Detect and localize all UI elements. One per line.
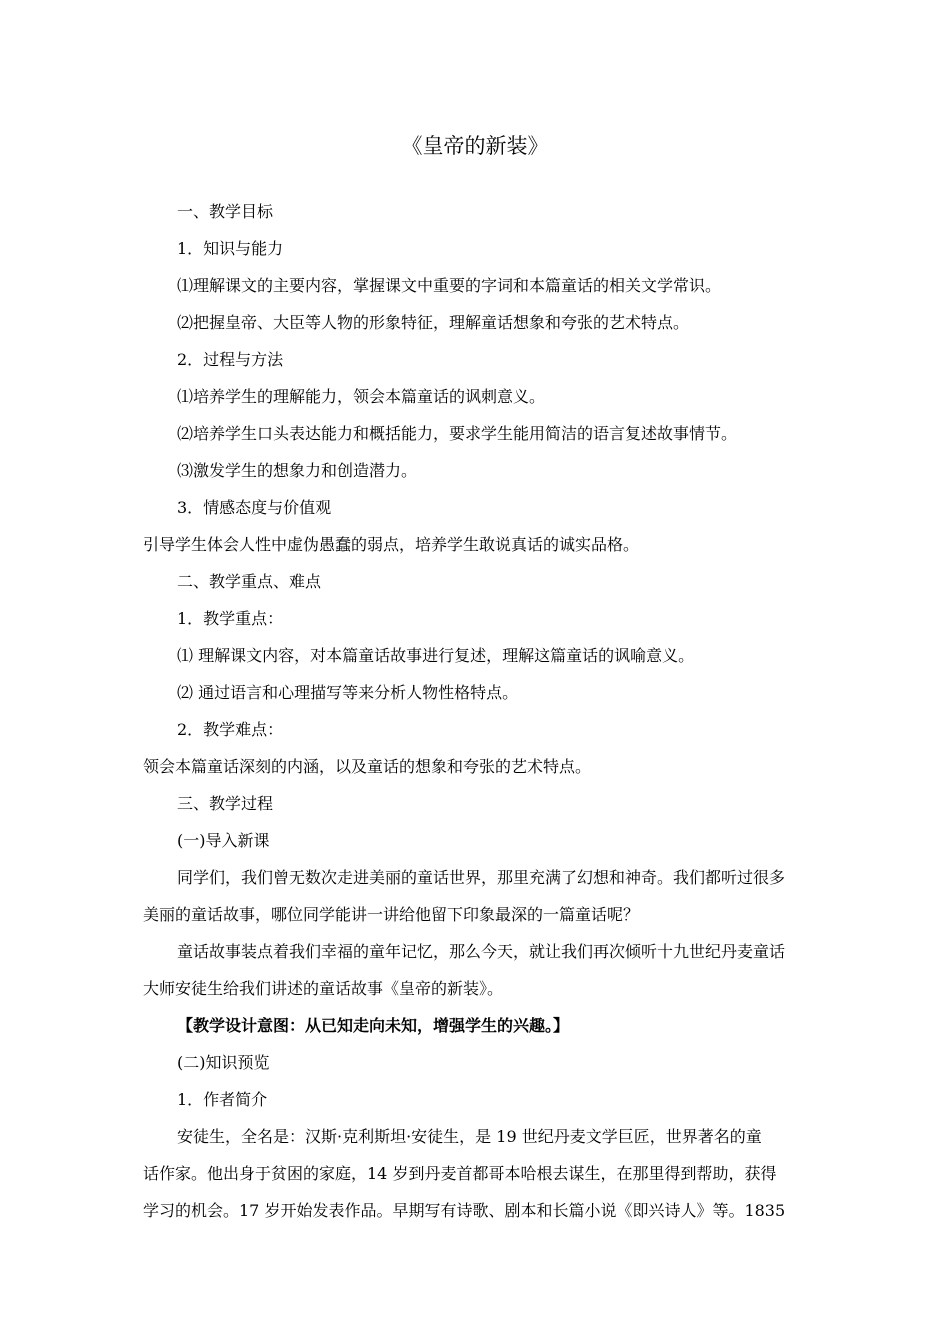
subheading-knowledge-ability: 1．知识与能力 <box>177 239 284 258</box>
paragraph-line: 童话故事装点着我们幸福的童年记忆，那么今天，就让我们再次倾听十九世纪丹麦童话 <box>177 942 786 961</box>
design-intent-note: 【教学设计意图：从已知走向未知，增强学生的兴趣。】 <box>177 1016 570 1035</box>
list-item: ⑴ 理解课文内容，对本篇童话故事进行复述，理解这篇童话的讽喻意义。 <box>177 646 695 665</box>
list-item: ⑴理解课文的主要内容，掌握课文中重要的字词和本篇童话的相关文学常识。 <box>177 276 722 295</box>
subheading-author-intro: 1．作者简介 <box>177 1090 268 1109</box>
subheading-process-method: 2．过程与方法 <box>177 350 284 369</box>
section-heading-process: 三、教学过程 <box>177 794 274 813</box>
subheading-emotion-values: 3．情感态度与价值观 <box>177 498 332 517</box>
paragraph-line: 同学们，我们曾无数次走进美丽的童话世界，那里充满了幻想和神奇。我们都听过很多 <box>177 868 786 887</box>
list-item: ⑵培养学生口头表达能力和概括能力，要求学生能用简洁的语言复述故事情节。 <box>177 424 738 443</box>
document-title: 《皇帝的新装》 <box>401 134 549 158</box>
paragraph-line: 安徒生，全名是：汉斯·克利斯坦·安徒生，是 19 世纪丹麦文学巨匠，世界著名的童 <box>177 1127 762 1146</box>
section-heading-objectives: 一、教学目标 <box>177 202 274 221</box>
paragraph-line: 美丽的童话故事，哪位同学能讲一讲给他留下印象最深的一篇童话呢？ <box>143 905 640 924</box>
list-item: ⑶激发学生的想象力和创造潜力。 <box>177 461 418 480</box>
document-body <box>143 193 809 1229</box>
paragraph-line: 大师安徒生给我们讲述的童话故事《皇帝的新装》。 <box>143 979 504 998</box>
list-item: ⑴培养学生的理解能力，领会本篇童话的讽刺意义。 <box>177 387 546 406</box>
subheading-key-point: 1．教学重点： <box>177 609 284 628</box>
list-item: ⑵ 通过语言和心理描写等来分析人物性格特点。 <box>177 683 519 702</box>
subheading-difficulty: 2．教学难点： <box>177 720 284 739</box>
subheading-preview: (二)知识预览 <box>177 1053 270 1072</box>
paragraph-line: 领会本篇童话深刻的内涵，以及童话的想象和夸张的艺术特点。 <box>143 757 592 776</box>
subheading-introduction: (一)导入新课 <box>177 831 270 850</box>
paragraph-line: 话作家。他出身于贫困的家庭，14 岁到丹麦首都哥本哈根去谋生，在那里得到帮助，获得 <box>143 1164 777 1183</box>
list-item: ⑵把握皇帝、大臣等人物的形象特征，理解童话想象和夸张的艺术特点。 <box>177 313 690 332</box>
paragraph-line: 引导学生体会人性中虚伪愚蠢的弱点，培养学生敢说真话的诚实品格。 <box>143 535 640 554</box>
section-heading-key-points: 二、教学重点、难点 <box>177 572 322 591</box>
paragraph-line: 学习的机会。17 岁开始发表作品。早期写有诗歌、剧本和长篇小说《即兴诗人》等。1835 <box>143 1201 786 1220</box>
